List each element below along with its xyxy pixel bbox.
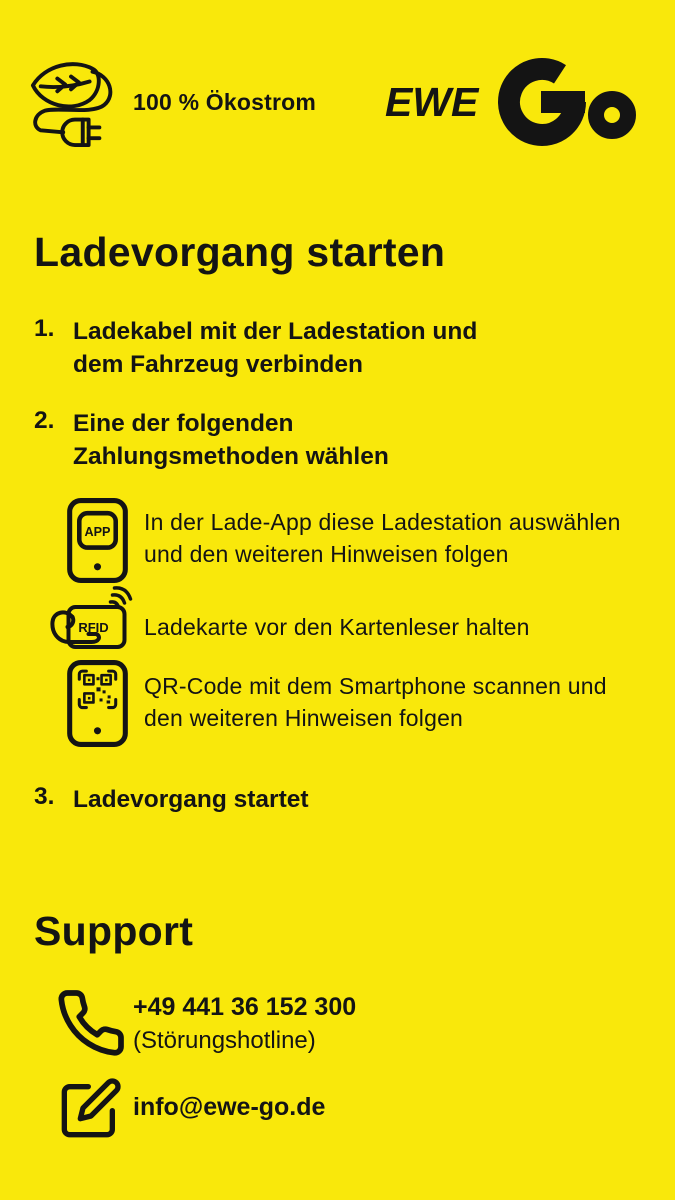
app-line-1: In der Lade-App diese Ladestation auswählen <box>144 509 621 535</box>
qr-phone-icon <box>66 659 129 748</box>
qr-line-1: QR-Code mit dem Smartphone scannen und <box>144 673 607 699</box>
app-icon-badge: APP <box>84 524 111 539</box>
qr-line-2: den weiteren Hinweisen folgen <box>144 704 464 731</box>
support-phone-label: (Störungshotline) <box>133 1027 316 1054</box>
app-phone-icon <box>66 497 129 584</box>
rfid-card-icon <box>46 586 139 658</box>
step-3 <box>34 783 309 816</box>
support-phone <box>133 991 356 1057</box>
app-line-2: und den weiteren Hinweisen folgen <box>144 540 509 567</box>
ewe-go-logo <box>385 50 649 150</box>
payment-method-app <box>144 507 621 570</box>
page-title: Ladevorgang starten <box>34 229 446 275</box>
phone-handset-icon <box>55 987 127 1059</box>
step-2 <box>34 407 389 473</box>
payment-method-rfid <box>144 612 530 644</box>
support-email: info@ewe-go.de <box>133 1093 326 1121</box>
step-1-line-1: Ladekabel mit der Ladestation und <box>73 318 478 345</box>
step-1 <box>34 315 477 381</box>
support-title: Support <box>34 908 194 954</box>
rfid-line-1: Ladekarte vor den Kartenleser halten <box>144 614 530 640</box>
step-2-number: 2. <box>34 407 55 434</box>
step-1-number: 1. <box>34 315 55 342</box>
step-3-line-1: Ladevorgang startet <box>73 786 309 813</box>
compose-email-icon <box>59 1076 123 1140</box>
logo-go-glyphs <box>509 69 628 135</box>
step-3-number: 3. <box>34 783 55 810</box>
eco-power-badge <box>28 52 316 152</box>
rfid-icon-badge: RFID <box>78 620 109 635</box>
ewe-go-logo-graphic <box>385 50 649 150</box>
step-2-line-1: Eine der folgenden <box>73 410 294 437</box>
eco-power-label: 100 % Ökostrom <box>133 88 317 115</box>
step-1-line-2: dem Fahrzeug verbinden <box>73 351 363 378</box>
logo-prefix-text: EWE <box>385 79 479 125</box>
support-phone-number: +49 441 36 152 300 <box>133 993 357 1021</box>
step-2-line-2: Zahlungsmethoden wählen <box>73 443 389 470</box>
payment-method-qr <box>144 671 607 734</box>
leaf-plug-icon <box>28 52 116 152</box>
